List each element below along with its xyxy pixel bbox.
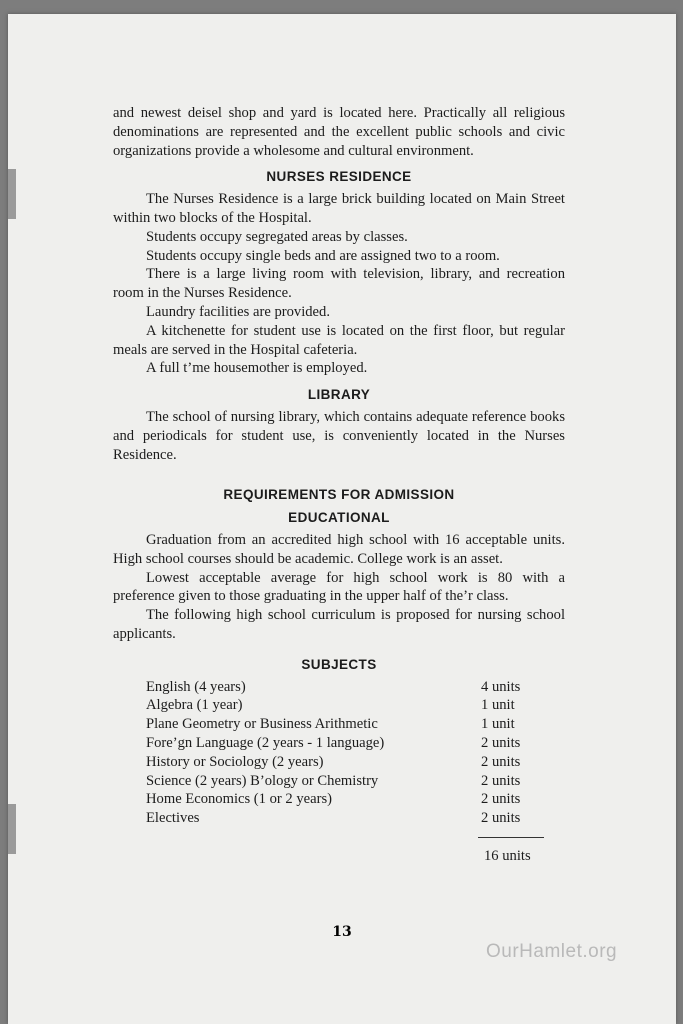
subject-units: 1 unit <box>481 716 515 733</box>
total-rule <box>478 837 544 838</box>
paragraph: A full t’me housemother is employed. <box>146 360 368 377</box>
subjects-table <box>146 678 541 866</box>
paragraph: The school of nursing library, which contains adequate reference books and periodicals for student use, is conveniently located in the Nurses Residence. <box>113 408 565 463</box>
subject-row <box>146 734 541 753</box>
book-page <box>8 14 676 1024</box>
page-content <box>113 104 565 866</box>
paragraph: Students occupy segregated areas by classes. <box>146 228 408 245</box>
subject-name: Electives <box>146 810 200 827</box>
subject-name: Science (2 years) B’ology or Chemistry <box>146 772 379 789</box>
subject-name: Algebra (1 year) <box>146 697 243 714</box>
requirements-heading: REQUIREMENTS FOR ADMISSION <box>223 487 455 503</box>
subject-name: Home Economics (1 or 2 years) <box>146 791 333 808</box>
binding-staple <box>8 804 16 854</box>
subject-name: English (4 years) <box>146 678 246 695</box>
subject-units: 4 units <box>481 678 521 695</box>
total-row <box>146 847 541 866</box>
paragraph: A kitchenette for student use is located on the first floor, but regular meals are served in the Hospital cafeteria. <box>113 322 565 358</box>
library-heading: LIBRARY <box>307 387 371 403</box>
subject-units: 2 units <box>481 734 521 751</box>
nurses-residence-heading: NURSES RESIDENCE <box>266 169 412 185</box>
page-number: 13 <box>332 924 352 940</box>
educational-subheading: EDUCATIONAL <box>288 510 390 526</box>
paragraph: The following high school curriculum is proposed for nursing school applicants. <box>113 607 565 642</box>
subject-name: Plane Geometry or Business Arithmetic <box>146 716 378 733</box>
watermark: OurHamlet.org <box>486 941 618 962</box>
subject-row <box>146 678 541 697</box>
subject-row <box>146 809 541 828</box>
subject-units: 2 units <box>481 810 521 827</box>
subject-units: 1 unit <box>481 697 515 714</box>
subject-row <box>146 715 541 734</box>
subject-row <box>146 696 541 715</box>
subject-units: 2 units <box>481 772 521 789</box>
paragraph: Graduation from an accredited high school with 16 acceptable units. High school courses should be academic. College work is an asset. <box>113 531 565 567</box>
paragraph: Students occupy single beds and are assigned two to a room. <box>146 247 500 264</box>
intro-paragraph: and newest deisel shop and yard is located here. Practically all religious denominations are represented and the excellent public schools and civic organizations provide a wholesome and cultural environment. <box>113 105 565 159</box>
subject-units: 2 units <box>481 753 521 770</box>
subject-units: 2 units <box>481 791 521 808</box>
subject-row <box>146 753 541 772</box>
paragraph: Laundry facilities are provided. <box>146 303 330 320</box>
binding-staple <box>8 169 16 219</box>
paragraph: Lowest acceptable average for high school work is 80 with a preference given to those graduating in the upper half of the’r class. <box>113 569 565 605</box>
subjects-heading: SUBJECTS <box>301 656 377 672</box>
subject-name: History or Sociology (2 years) <box>146 753 324 770</box>
subject-row <box>146 772 541 791</box>
subject-row <box>146 790 541 809</box>
total-units: 16 units <box>484 847 531 864</box>
paragraph: There is a large living room with television, library, and recreation room in the Nurses Residence. <box>113 266 565 302</box>
paragraph: The Nurses Residence is a large brick building located on Main Street within two blocks of the Hospital. <box>113 191 565 226</box>
subject-name: Fore’gn Language (2 years - 1 language) <box>146 734 385 751</box>
